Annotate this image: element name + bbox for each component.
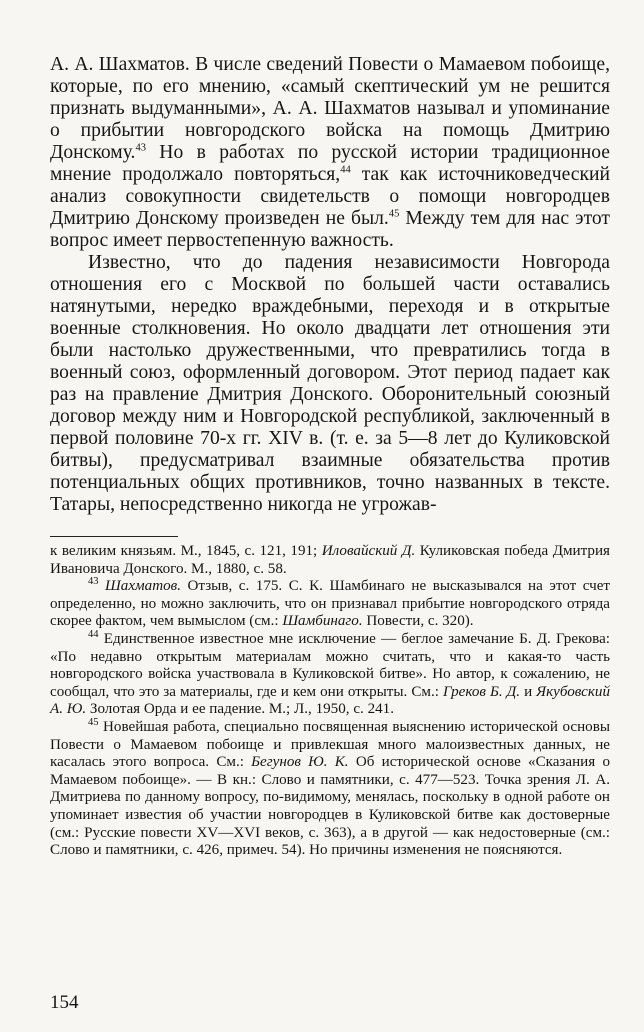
italic-author-name: Бегунов Ю. К.: [251, 754, 349, 771]
italic-author-name: Шамбинаго.: [282, 613, 363, 630]
italic-author-name: Якубовский А. Ю.: [50, 683, 610, 718]
footnote-ref: 45: [388, 208, 400, 220]
page-number: 154: [50, 992, 79, 1013]
footnote-ref: 44: [88, 628, 99, 640]
italic-author-name: Шахматов.: [105, 578, 181, 595]
footnote-ref: 43: [135, 142, 146, 154]
footnote-45: $^{45}$ Новейшая работа, специально посвященная выяснению исторической основы Повести о Мамаевом побоище и привлекшая много малоизвестных данных, не касалась этого вопроса. См.: Бегунов Ю. К. Об исторической основе «Сказания о Мамаевом побоище». — В кн.: Слово и памятники, с. 477—523. Точка зрения Л. А. Дмитриева по данному вопросу, по-видимому, менялась, поскольку в одной работе он упоминает известия об участии новгородцев в Куликовской битве как достоверные (см.: Русские повести XV—XVI веков, с. 363), а в другой — как недостоверные (см.: Слово и памятники, с. 426, примеч. 54). Но причины изменения не поясняются.: [50, 716, 610, 859]
footnote-separator: [50, 536, 178, 537]
book-page: [50, 54, 610, 860]
footnote-44: $^{44}$ Единственное известное мне исключение — беглое замечание Б. Д. Грекова: «По недавно открытым материалам можно считать, что и какая-то часть новгородского войска участвовала в Куликовской битве». Но автор, к сожалению, не сообщал, что это за материалы, где и кем они открыты. См.: Греков Б. Д. и Якубовский А. Ю. Золотая Орда и ее падение. М.; Л., 1950, с. 241.: [50, 628, 610, 718]
main-text: [50, 54, 610, 516]
italic-author-name: Иловайский Д.: [321, 543, 416, 559]
footnote-ref: 45: [88, 716, 99, 728]
footnote-continuation: к великим князьям. М., 1845, с. 121, 191; Иловайский Д. Куликовская победа Дмитрия Ивановича Донского. М., 1880, с. 58.: [50, 543, 610, 577]
footnotes: [50, 543, 610, 860]
main-paragraph: Известно, что до падения независимости Новгорода отношения его с Москвой по большей части оставались натянутыми, нередко враждебными, переходя и в открытые военные столкновения. Но около двадцати лет отношения эти были настолько дружественными, что превратились тогда в военный союз, оформленный договором. Этот период падает как раз на правление Дмитрия Донского. Оборонительный союзный договор между ним и Новгородской республикой, заключенный в первой половине 70-х гг. XIV в. (т. е. за 5—8 лет до Куликовской битвы), предусматривал взаимные обязательства против потенциальных общих противников, точно названных в тексте. Татары, непосредственно никогда не угрожав-: [50, 252, 610, 515]
footnote-43: $^{43}$ Шахматов. Отзыв, с. 175. С. К. Шамбинаго не высказывался на этот счет определенно, но можно заключить, что он признавал прибытие новгородского отряда скорее фактом, чем вымыслом (см.: Шамбинаго. Повести, с. 320).: [50, 576, 610, 630]
footnote-ref: 44: [340, 164, 351, 176]
footnote-ref: 43: [88, 576, 99, 588]
italic-author-name: Греков Б. Д.: [442, 683, 521, 700]
main-paragraph: А. А. Шахматов. В числе сведений Повести о Мамаевом побоище, которые, по его мнению, «самый скептический ум не решится признать выдуманными», А. А. Шахматов называл и упоминание о прибытии новгородского войска на помощь Дмитрию Донскому.$^{43}$ Но в работах по русской истории традиционное мнение продолжало повторяться,$^{44}$ так как источниковедческий анализ совокупности свидетельств о помощи новгородцев Дмитрию Донскому произведен не был.$^{45}$ Между тем для нас этот вопрос имеет первостепенную важность.: [50, 54, 610, 251]
